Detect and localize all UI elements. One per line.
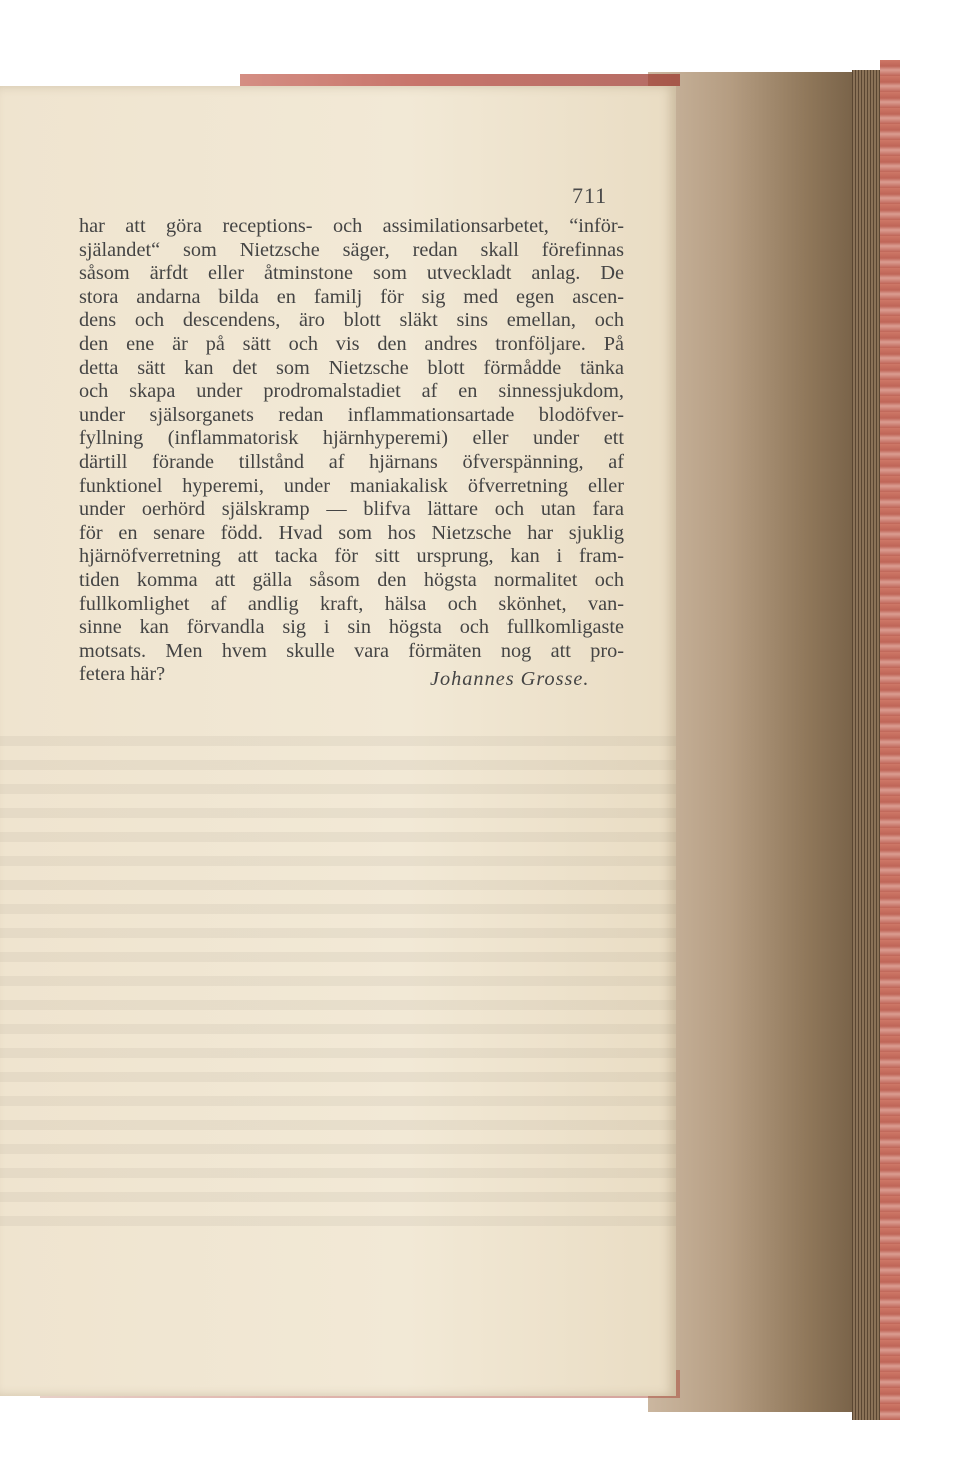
author-signature: Johannes Grosse. <box>430 668 590 690</box>
red-page-edge-top <box>240 74 680 86</box>
text-line: detta sätt kan det som Nietzsche blott förmådde tänka <box>79 356 624 379</box>
text-line: motsats. Men hvem skulle vara förmäten nog att pro- <box>79 639 624 662</box>
text-line: själandet“ som Nietzsche säger, redan skall förefinnas <box>79 238 624 261</box>
text-line: fyllning (inflammatorisk hjärnhyperemi) eller under ett <box>79 427 624 450</box>
text-line: den ene är på sätt och vis den andres tronföljare. På <box>79 332 624 355</box>
text-line: för en senare född. Hvad som hos Nietzsche har sjuklig <box>79 521 624 544</box>
text-line: därtill förande tillstånd af hjärnans öfverspänning, af <box>79 450 624 473</box>
text-line: stora andarna bilda en familj för sig med egen ascen- <box>79 285 624 308</box>
text-line: sinne kan förvandla sig i sin högsta och fullkomligaste <box>79 616 624 639</box>
bleed-through-text <box>0 736 676 1236</box>
text-line: under oerhörd själskramp — blifva lättare och utan fara <box>79 498 624 521</box>
text-line: under själsorganets redan inflammationsartade blodöfver- <box>79 403 624 426</box>
red-page-edge-right <box>880 60 900 1420</box>
page-number: 711 <box>572 183 608 208</box>
text-line: fullkomlighet af andlig kraft, hälsa och skönhet, van- <box>79 592 624 615</box>
text-line: funktionel hyperemi, under maniakalisk öfverretning eller <box>79 474 624 497</box>
body-text <box>79 215 624 687</box>
text-line: fetera här? <box>79 663 166 686</box>
text-line: hjärnöfverretning att tacka för sitt ursprung, kan i fram- <box>79 545 624 568</box>
book-page-edge-lines <box>852 70 880 1420</box>
text-line: har att göra receptions- och assimilationsarbetet, “inför- <box>79 215 624 237</box>
book-page-edges <box>648 72 880 1412</box>
text-line: och skapa under prodromalstadiet af en sinnessjukdom, <box>79 380 624 403</box>
text-line: såsom ärfdt eller åtminstone som utveckladt anlag. De <box>79 262 624 285</box>
text-line: tiden komma att gälla såsom den högsta normalitet och <box>79 568 624 591</box>
text-line: dens och descendens, äro blott släkt sins emellan, och <box>79 309 624 332</box>
